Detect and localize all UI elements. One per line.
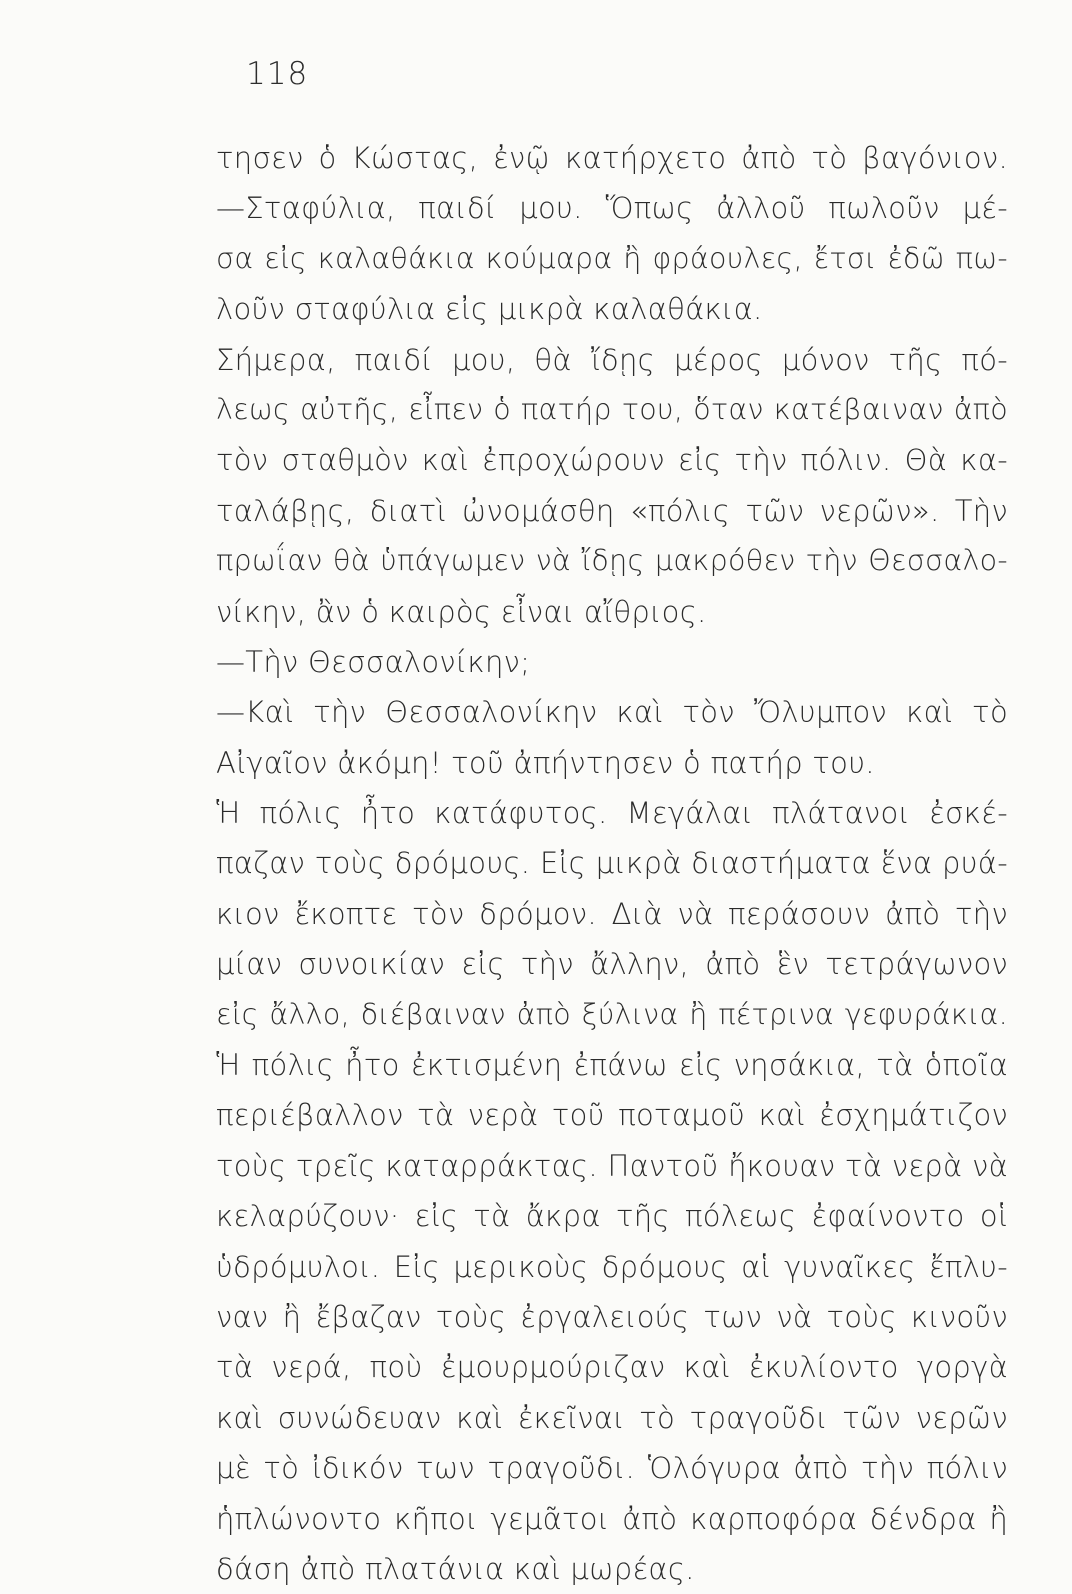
text-line: Σήμερα, παιδί μου, θὰ ἴδῃς μέρος μόνον τῆς πό- <box>216 342 1008 377</box>
text-line: λεως αὐτῆς, εἶπεν ὁ πατήρ του, ὅταν κατέβαιναν ἀπὸ <box>216 392 1008 426</box>
text-line: Ἡ πόλις ἦτο κατάφυτος. Μεγάλαι πλάτανοι ἐσκέ- <box>216 796 1008 831</box>
text-line: κιον ἔκοπτε τὸν δρόμον. Διὰ νὰ περάσουν ἀπὸ τὴν <box>216 896 1008 931</box>
text-line: ναν ἢ ἔβαζαν τοὺς ἐργαλειούς των νὰ τοὺς κινοῦν <box>216 1299 1008 1334</box>
text-line: τοὺς τρεῖς καταρράκτας. Παντοῦ ἤκουαν τὰ νερὰ νὰ <box>216 1148 1008 1183</box>
page-number: 118 <box>246 56 309 92</box>
text-line: εἰς ἄλλο, διέβαιναν ἀπὸ ξύλινα ἢ πέτρινα γεφυράκια. <box>216 997 1008 1031</box>
text-line: μὲ τὸ ἰδικόν των τραγοῦδι. Ὁλόγυρα ἀπὸ τὴν πόλιν <box>216 1451 1008 1486</box>
text-line: πρωΐαν θὰ ὑπάγωμεν νὰ ἴδῃς μακρόθεν τὴν Θεσσαλο- <box>216 544 1008 578</box>
text-line: —Τὴν Θεσσαλονίκην; <box>216 644 531 679</box>
text-line: τησεν ὁ Κώστας, ἐνῷ κατήρχετο ἀπὸ τὸ βαγόνιον. <box>216 141 1008 175</box>
text-line: τὸν σταθμὸν καὶ ἐπροχώρουν εἰς τὴν πόλιν. Θὰ κα- <box>216 443 1008 478</box>
text-line: νίκην, ἂν ὁ καιρὸς εἶναι αἴθριος. <box>216 594 707 629</box>
text-line: δάση ἀπὸ πλατάνια καὶ μωρέας. <box>216 1551 695 1586</box>
text-line: καὶ συνώδευαν καὶ ἐκεῖναι τὸ τραγοῦδι τῶν νερῶν <box>216 1400 1008 1435</box>
text-line: Ἡ πόλις ἦτο ἐκτισμένη ἐπάνω εἰς νησάκια, τὰ ὁποῖα <box>216 1048 1008 1083</box>
text-line: ὑδρόμυλοι. Εἰς μερικοὺς δρόμους αἱ γυναῖκες ἔπλυ- <box>216 1249 1008 1284</box>
text-line: λοῦν σταφύλια εἰς μικρὰ καλαθάκια. <box>216 292 763 327</box>
text-line: Αἰγαῖον ἀκόμη! τοῦ ἀπήντησεν ὁ πατήρ του. <box>216 745 875 780</box>
text-line: περιέβαλλον τὰ νερὰ τοῦ ποταμοῦ καὶ ἐσχημάτιζον <box>216 1098 1008 1133</box>
text-line: ταλάβῃς, διατὶ ὠνομάσθη «πόλις τῶν νερῶν». Τὴν <box>216 493 1008 528</box>
text-line: κελαρύζουν· εἰς τὰ ἄκρα τῆς πόλεως ἐφαίνοντο οἱ <box>216 1199 1008 1234</box>
text-line: μίαν συνοικίαν εἰς τὴν ἄλλην, ἀπὸ ἓν τετράγωνον <box>216 947 1008 982</box>
text-line: —Καὶ τὴν Θεσσαλονίκην καὶ τὸν Ὄλυμπον καὶ τὸ <box>216 695 1008 730</box>
body-text <box>216 133 1008 1594</box>
text-line: —Σταφύλια, παιδί μου. Ὅπως ἀλλοῦ πωλοῦν μέ- <box>216 191 1008 226</box>
text-line: ἡπλώνοντο κῆποι γεμᾶτοι ἀπὸ καρποφόρα δένδρα ἢ <box>216 1501 1008 1536</box>
text-line: σα εἰς καλαθάκια κούμαρα ἢ φράουλες, ἔτσι ἐδῶ πω- <box>216 241 1008 275</box>
text-line: παζαν τοὺς δρόμους. Εἰς μικρὰ διαστήματα ἕνα ρυά- <box>216 846 1008 881</box>
text-line: τὰ νερά, ποὺ ἐμουρμούριζαν καὶ ἐκυλίοντο γοργὰ <box>216 1350 1008 1385</box>
